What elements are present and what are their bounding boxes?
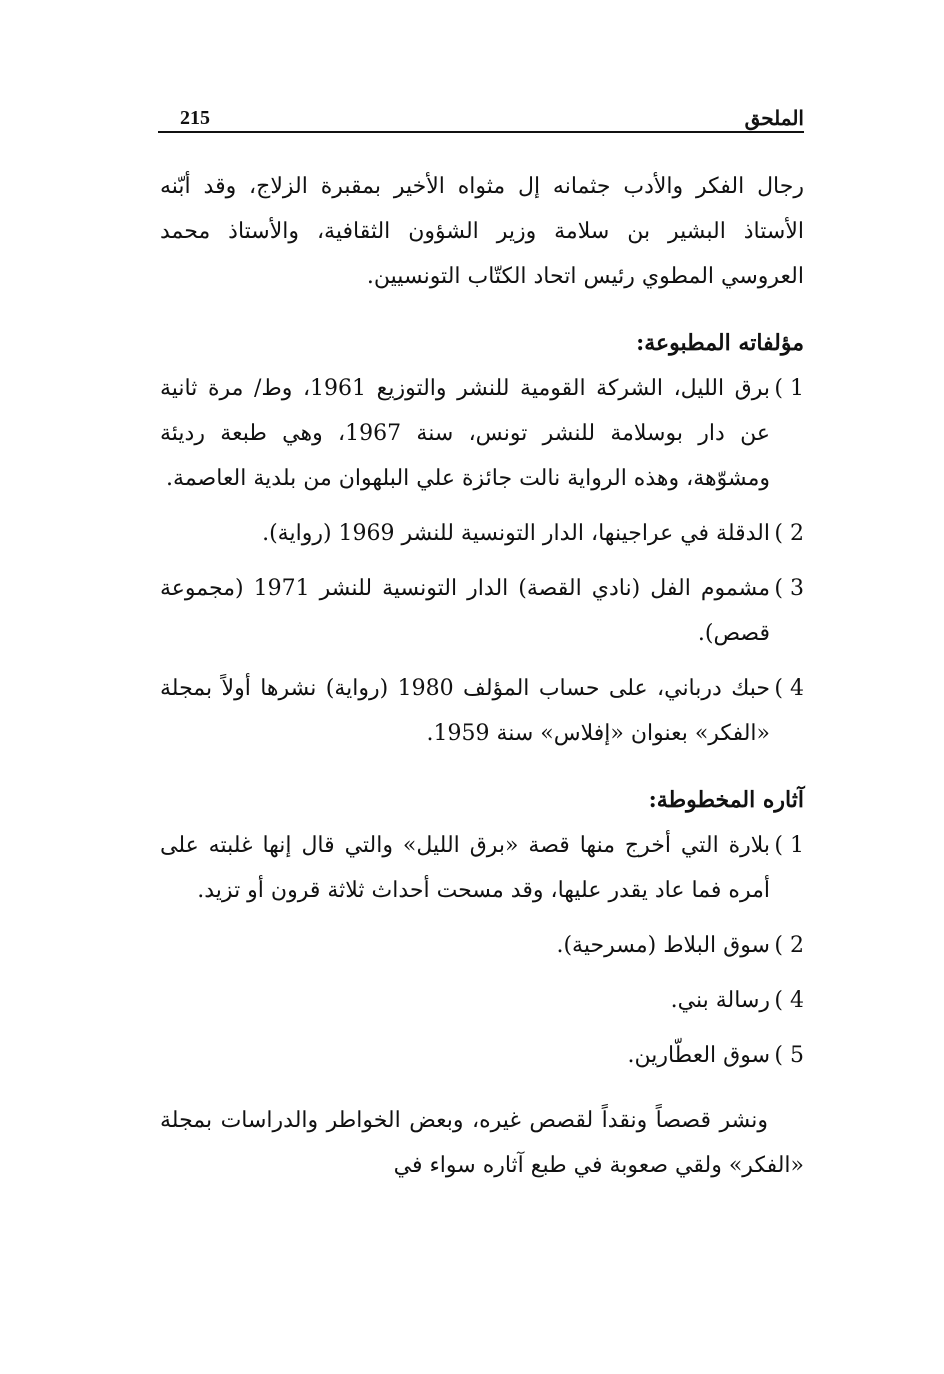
item-text: برق الليل، الشركة القومية للنشر والتوزيع 1961، وط/ مرة ثانية عن دار بوسلامة للنشر تونس، سنة 1967، وهي طبعة رديئة ومشوّهة، وهذه الرواية نالت جائزة علي البلهوان من بلدية العاصمة. [160, 376, 770, 491]
printed-works-section [160, 321, 804, 756]
item-text: بلارة التي أخرج منها قصة «برق الليل» والتي قال إنها غلبته على أمره فما عاد يقدر عليها، وقد مسحت أحداث ثلاثة قرون أو تزيد. [160, 833, 770, 903]
item-text: حبك درباني، على حساب المؤلف 1980 (رواية) نشرها أولاً بمجلة «الفكر» بعنوان «إفلاس» سنة 1959. [160, 676, 770, 746]
intro-paragraph: رجال الفكر والأدب جثمانه إل مثواه الأخير بمقبرة الزلاج، وقد أبّنه الأستاذ البشير بن سلامة وزير الشؤون الثقافية، والأستاذ محمد العروسي المطوي رئيس اتحاد الكتّاب التونسيين. [160, 174, 804, 289]
manuscript-item [160, 978, 804, 1023]
printed-work-item [160, 666, 804, 756]
item-text: رسالة بني. [670, 988, 770, 1013]
item-number: 3 ) [774, 576, 804, 601]
manuscript-item [160, 923, 804, 968]
manuscript-item [160, 1033, 804, 1078]
closing-paragraph: ونشر قصصاً ونقداً لقصص غيره، وبعض الخواطر والدراسات بمجلة «الفكر» ولقي صعوبة في طبع آثاره سواء في [160, 1108, 804, 1178]
running-title: الملحق [744, 106, 804, 130]
item-number: 5 ) [774, 1043, 804, 1068]
header-rule [158, 131, 804, 133]
item-number: 4 ) [774, 676, 804, 701]
manuscripts-heading: آثاره المخطوطة: [648, 787, 804, 813]
item-text: سوق العطّارين. [627, 1043, 770, 1068]
item-number: 2 ) [774, 521, 804, 546]
printed-work-item [160, 511, 804, 556]
printed-work-item [160, 566, 804, 656]
printed-work-item [160, 366, 804, 501]
item-number: 1 ) [774, 833, 804, 858]
item-text: الدقلة في عراجينها، الدار التونسية للنشر 1969 (رواية). [262, 521, 770, 546]
manuscript-item [160, 823, 804, 913]
manuscripts-section [160, 778, 804, 1078]
printed-works-heading: مؤلفاته المطبوعة: [636, 330, 804, 356]
item-number: 1 ) [774, 376, 804, 401]
item-number: 2 ) [774, 933, 804, 958]
item-number: 4 ) [774, 988, 804, 1013]
page-header [158, 96, 804, 130]
page-number: 215 [180, 107, 210, 129]
item-text: مشموم الفل (نادي القصة) الدار التونسية للنشر 1971 (مجموعة قصص). [160, 576, 770, 646]
item-text: سوق البلاط (مسرحية). [556, 933, 770, 958]
page-body [160, 164, 804, 1188]
